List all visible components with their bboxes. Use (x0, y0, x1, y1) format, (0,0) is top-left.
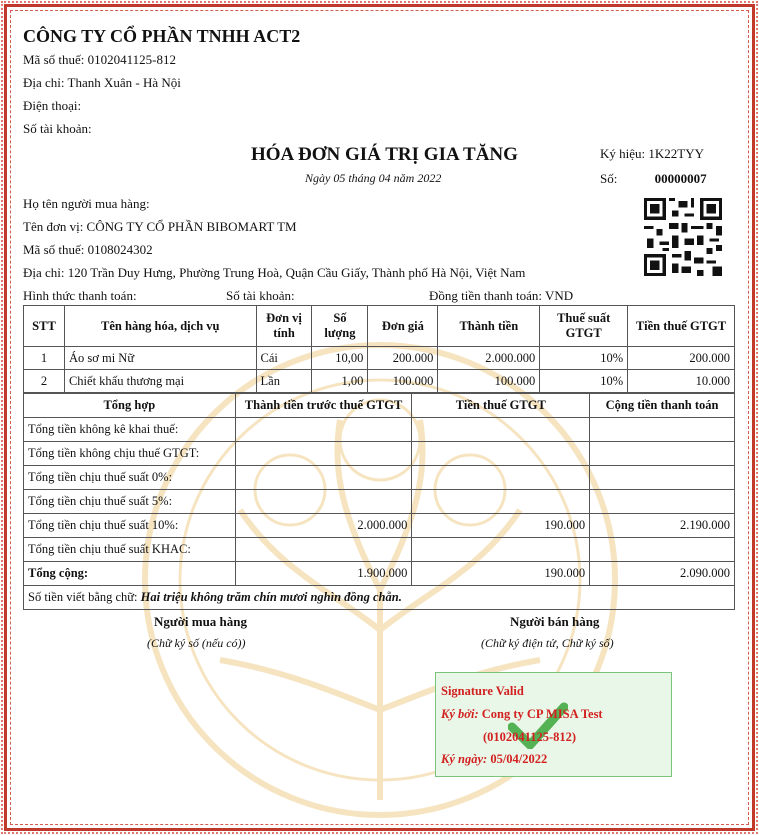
seller-signature-note: (Chữ ký điện tử, Chữ ký số) (481, 636, 614, 650)
header-amount: Thành tiền (438, 306, 540, 347)
buyer-account: Số tài khoản: (226, 288, 295, 303)
summary-before (235, 442, 412, 466)
seller-address: Địa chỉ: Thanh Xuân - Hà Nội (23, 75, 181, 90)
item-unit: Lần (256, 370, 312, 393)
summary-tax (412, 538, 590, 562)
sign-date-line (441, 752, 547, 767)
number-label: Số: (600, 171, 618, 186)
seller-signature-label: Người bán hàng (510, 614, 600, 629)
table-row (24, 418, 735, 442)
item-price: 200.000 (368, 347, 438, 370)
signature-status: Signature Valid (441, 684, 524, 698)
seller-account: Số tài khoản: (23, 121, 92, 136)
serial-label: Ký hiệu: (600, 146, 646, 161)
item-name: Chiết khấu thương mại (64, 370, 256, 393)
summary-total: 2.190.000 (590, 514, 735, 538)
summary-before (235, 490, 412, 514)
header-qty: Số lượng (312, 306, 368, 347)
buyer-unit: Tên đơn vị: CÔNG TY CỔ PHẦN BIBOMART TM (23, 219, 297, 234)
table-row (24, 466, 735, 490)
table-row (24, 514, 735, 538)
item-stt: 1 (24, 347, 65, 370)
summary-total (590, 466, 735, 490)
summary-tax (412, 442, 590, 466)
total-row (24, 562, 735, 586)
summary-before: 2.000.000 (235, 514, 412, 538)
item-unit: Cái (256, 347, 312, 370)
in-words-row (24, 586, 735, 610)
item-tax: 10.000 (628, 370, 735, 393)
item-rate: 10% (540, 370, 628, 393)
header-name: Tên hàng hóa, dịch vụ (64, 306, 256, 347)
table-row (24, 347, 735, 370)
summary-label: Tổng tiền chịu thuế suất 0%: (24, 466, 236, 490)
summary-tax (412, 418, 590, 442)
summary-total (590, 490, 735, 514)
total-before: 1.900.000 (235, 562, 412, 586)
item-qty: 1,00 (312, 370, 368, 393)
total-tax: 190.000 (412, 562, 590, 586)
seller-phone: Điện thoại: (23, 98, 82, 113)
digital-signature-box[interactable] (435, 672, 672, 777)
signer-id: (0102041125-812) (483, 730, 577, 744)
summary-total (590, 538, 735, 562)
summary-header-tax: Tiền thuế GTGT (412, 394, 590, 418)
summary-tax (412, 490, 590, 514)
summary-label: Tổng tiền không chịu thuế GTGT: (24, 442, 236, 466)
summary-header-total: Cộng tiền thanh toán (590, 394, 735, 418)
header-unit: Đơn vị tính (256, 306, 312, 347)
header-price: Đơn giá (368, 306, 438, 347)
table-row (24, 538, 735, 562)
summary-label: Tổng tiền chịu thuế suất 5%: (24, 490, 236, 514)
item-price: 100.000 (368, 370, 438, 393)
item-rate: 10% (540, 347, 628, 370)
summary-header-before: Thành tiền trước thuế GTGT (235, 394, 412, 418)
number-value: 00000007 (654, 171, 707, 186)
buyer-name: Họ tên người mua hàng: (23, 196, 150, 211)
item-qty: 10,00 (312, 347, 368, 370)
item-tax: 200.000 (628, 347, 735, 370)
items-header-row (24, 306, 735, 347)
summary-label: Tổng tiền không kê khai thuế: (24, 418, 236, 442)
in-words (24, 586, 735, 610)
table-row (24, 490, 735, 514)
summary-tax: 190.000 (412, 514, 590, 538)
summary-before (235, 418, 412, 442)
item-name: Áo sơ mi Nữ (64, 347, 256, 370)
invoice-serial (600, 146, 704, 162)
table-row (24, 442, 735, 466)
summary-label: Tổng tiền chịu thuế suất KHAC: (24, 538, 236, 562)
invoice-date: Ngày 05 tháng 04 năm 2022 (305, 171, 442, 185)
invoice-title: HÓA ĐƠN GIÁ TRỊ GIA TĂNG (251, 144, 518, 165)
summary-label: Tổng tiền chịu thuế suất 10%: (24, 514, 236, 538)
payment-method: Hình thức thanh toán: (23, 288, 137, 303)
buyer-tax-code: Mã số thuế: 0108024302 (23, 242, 153, 257)
invoice-number (600, 171, 707, 187)
signer-line (441, 707, 603, 722)
summary-before (235, 466, 412, 490)
sign-date: 05/04/2022 (490, 752, 548, 766)
summary-total (590, 442, 735, 466)
total-total: 2.090.000 (590, 562, 735, 586)
serial-value: 1K22TYY (648, 146, 704, 161)
summary-tax (412, 466, 590, 490)
seller-name: CÔNG TY CỔ PHẦN TNHH ACT2 (23, 26, 301, 46)
qr-code-icon (644, 198, 722, 276)
buyer-signature-note: (Chữ ký số (nếu có)) (147, 636, 246, 650)
signer-name: Cong ty CP MISA Test (481, 707, 603, 721)
table-row (24, 370, 735, 393)
header-rate: Thuế suất GTGT (540, 306, 628, 347)
buyer-address: Địa chỉ: 120 Trần Duy Hưng, Phường Trung Hoà, Quận Cầu Giấy, Thành phố Hà Nội, Việt Nam (23, 265, 526, 280)
summary-table (23, 393, 735, 610)
signer-label: Ký bởi: (441, 707, 479, 721)
item-amount: 2.000.000 (438, 347, 540, 370)
header-tax: Tiền thuế GTGT (628, 306, 735, 347)
in-words-label: Số tiền viết bằng chữ: (28, 590, 138, 604)
summary-header-row (24, 394, 735, 418)
buyer-signature-label: Người mua hàng (154, 614, 248, 629)
in-words-value: Hai triệu không trăm chín mươi nghìn đồng chẵn. (140, 590, 402, 604)
summary-before (235, 538, 412, 562)
summary-header-label: Tổng hợp (24, 394, 236, 418)
items-table (23, 305, 735, 393)
header-stt: STT (24, 306, 65, 347)
total-label: Tổng cộng: (24, 562, 236, 586)
seller-tax-code: Mã số thuế: 0102041125-812 (23, 52, 176, 67)
item-amount: 100.000 (438, 370, 540, 393)
summary-total (590, 418, 735, 442)
sign-date-label: Ký ngày: (441, 752, 488, 766)
item-stt: 2 (24, 370, 65, 393)
currency: Đồng tiền thanh toán: VND (429, 288, 574, 303)
